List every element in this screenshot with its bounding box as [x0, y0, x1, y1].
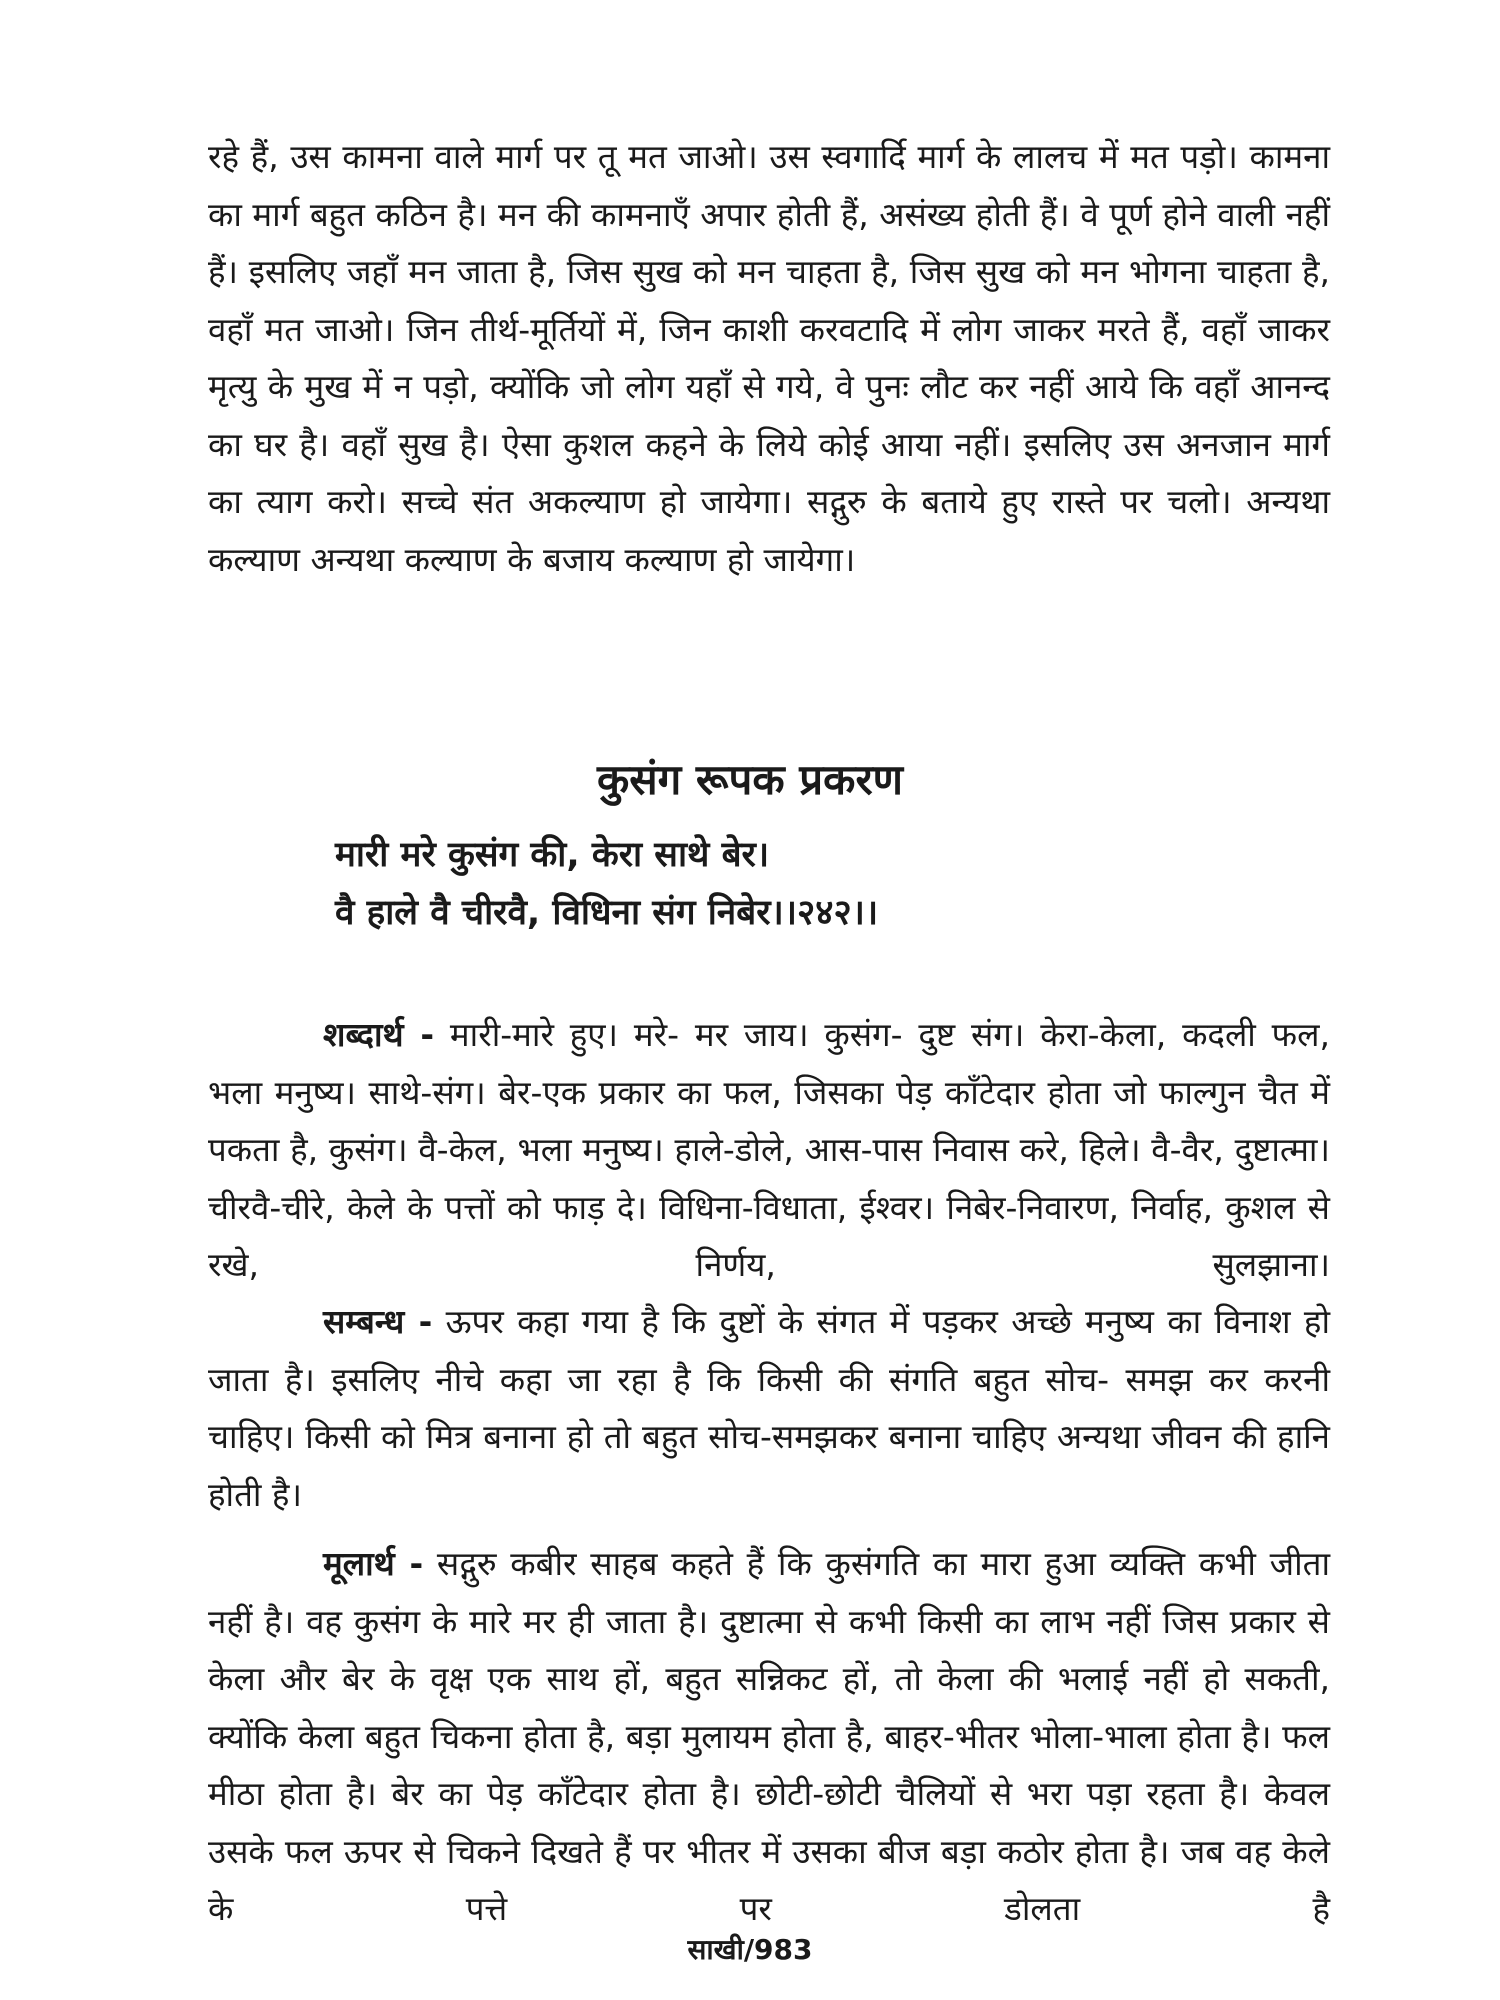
sambandh-paragraph	[208, 1293, 1330, 1523]
shabdarth-text: मारी-मारे हुए। मरे- मर जाय। कुसंग- दुष्ट संग। केरा-केला, कदली फल, भला मनुष्य। साथे-संग। बेर-एक प्रकार का फल, जिसका पेड़ काँटेदार होता जो फाल्गुन चैत में पकता है, कुसंग। वै-केल, भला मनुष्य। हाले-डोले, आस-पास निवास करे, हिले। वै-वैर, दुष्टात्मा। चीरवै-चीरे, केले के पत्तों को फाड़ दे। विधिना-विधाता, ईश्वर। निबेर-निवारण, निर्वाह, कुशल से रखे, निर्णय, सुलझाना।	[208, 1015, 1330, 1284]
page-footer: साखी/983	[687, 1933, 813, 1966]
doha-line-1: मारी मरे कुसंग की, केरा साथे बेर।	[335, 835, 770, 875]
sambandh-label: सम्बन्ध -	[323, 1302, 433, 1341]
moolarth-paragraph	[208, 1535, 1330, 1938]
shabdarth-label: शब्दार्थ -	[323, 1015, 435, 1054]
intro-paragraph: रहे हैं, उस कामना वाले मार्ग पर तू मत जाओ। उस स्वगार्दि मार्ग के लालच में मत पड़ो। कामना का मार्ग बहुत कठिन है। मन की कामनाएँ अपार होती हैं, असंख्य होती हैं। वे पूर्ण होने वाली नहीं हैं। इसलिए जहाँ मन जाता है, जिस सुख को मन चाहता है, जिस सुख को मन भोगना चाहता है, वहाँ मत जाओ। जिन तीर्थ-मूर्तियों में, जिन काशी करवटादि में लोग जाकर मरते हैं, वहाँ जाकर मृत्यु के मुख में न पड़ो, क्योंकि जो लोग यहाँ से गये, वे पुनः लौट कर नहीं आये कि वहाँ आनन्द का घर है। वहाँ सुख है। ऐसा कुशल कहने के लिये कोई आया नहीं। इसलिए उस अनजान मार्ग का त्याग करो। सच्चे संत अकल्याण हो जायेगा। सद्गुरु के बताये हुए रास्ते पर चलो। अन्यथा कल्याण अन्यथा कल्याण के बजाय कल्याण हो जायेगा।	[208, 137, 1330, 579]
section-heading: कुसंग रूपक प्रकरण	[597, 755, 903, 804]
moolarth-text: सद्गुरु कबीर साहब कहते हैं कि कुसंगति का मारा हुआ व्यक्ति कभी जीता नहीं है। वह कुसंग के मारे मर ही जाता है। दुष्टात्मा से कभी किसी का लाभ नहीं जिस प्रकार से केला और बेर के वृक्ष एक साथ हों, बहुत सन्निकट हों, तो केला की भलाई नहीं हो सकती, क्योंकि केला बहुत चिकना होता है, बड़ा मुलायम होता है, बाहर-भीतर भोला-भाला होता है। फल मीठा होता है। बेर का पेड़ काँटेदार होता है। छोटी-छोटी चैलियों से भरा पड़ा रहता है। केवल उसके फल ऊपर से चिकने दिखते हैं पर भीतर में उसका बीज बड़ा कठोर होता है। जब वह केले के पत्ते पर डोलता है	[208, 1544, 1330, 1928]
sambandh-text: ऊपर कहा गया है कि दुष्टों के संगत में पड़कर अच्छे मनुष्य का विनाश हो जाता है। इसलिए नीचे कहा जा रहा है कि किसी की संगति बहुत सोच- समझ कर करनी चाहिए। किसी को मित्र बनाना हो तो बहुत सोच-समझकर बनाना चाहिए अन्यथा जीवन की हानि होती है।	[208, 1302, 1330, 1514]
doha-line-2: वै हाले वै चीरवै, विधिना संग निबेर।।२४२।।	[335, 893, 879, 933]
moolarth-label: मूलार्थ -	[323, 1544, 424, 1583]
shabdarth-paragraph	[208, 1006, 1330, 1294]
